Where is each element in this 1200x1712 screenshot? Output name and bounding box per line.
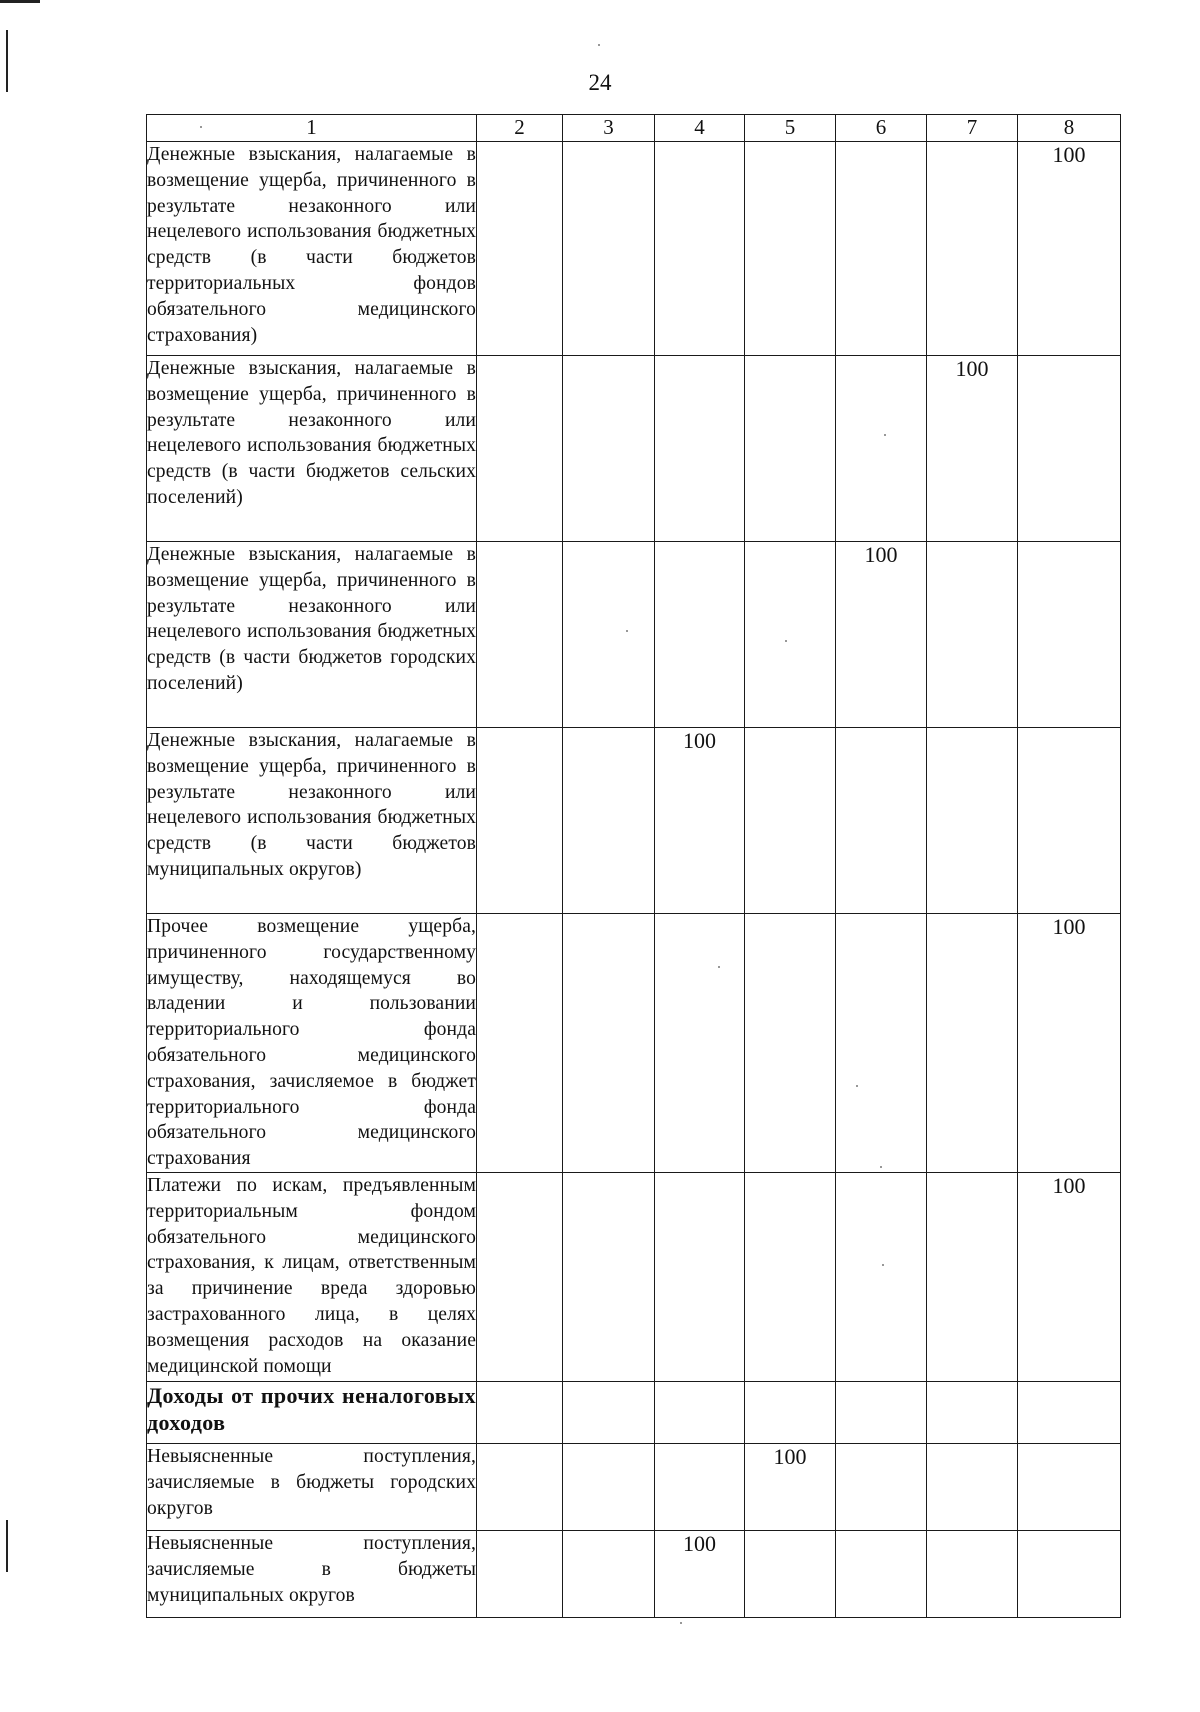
value-cell-col-4 <box>655 542 745 728</box>
value-cell-col-5 <box>745 142 836 356</box>
value-cell-col-3 <box>563 914 655 1173</box>
value-cell-col-8 <box>1018 1381 1121 1443</box>
value-cell-col-3 <box>563 1443 655 1530</box>
value-cell-col-5 <box>745 728 836 914</box>
value-cell-col-7 <box>927 1172 1018 1381</box>
value-cell-col-5 <box>745 356 836 542</box>
column-header: 7 <box>927 115 1018 142</box>
value-cell-col-6 <box>836 728 927 914</box>
value-cell-col-2 <box>477 1530 563 1617</box>
value-cell-col-6 <box>836 1172 927 1381</box>
value-cell-col-4: 100 <box>655 728 745 914</box>
column-header: 4 <box>655 115 745 142</box>
column-header: 3 <box>563 115 655 142</box>
value-cell-col-6 <box>836 1443 927 1530</box>
row-description-cell: Прочее возмещение ущерба, причиненного государственному имуществу, находящемуся во владении и пользовании территориального фонда обязательного медицинского страхования, зачисляемое в бюджет территориального фонда обязательного медицинского страхования <box>147 914 477 1173</box>
table-row <box>147 1172 1121 1381</box>
value-cell-col-7 <box>927 1381 1018 1443</box>
table-row <box>147 1443 1121 1530</box>
value-cell-col-5 <box>745 1381 836 1443</box>
value-cell-col-7: 100 <box>927 356 1018 542</box>
value-cell-col-3 <box>563 542 655 728</box>
value-cell-col-7 <box>927 728 1018 914</box>
value-cell-col-6 <box>836 356 927 542</box>
value-cell-col-4 <box>655 1443 745 1530</box>
scan-speck <box>598 44 600 46</box>
value-cell-col-7 <box>927 142 1018 356</box>
table-row <box>147 728 1121 914</box>
value-cell-col-5 <box>745 1172 836 1381</box>
value-cell-col-8: 100 <box>1018 142 1121 356</box>
value-cell-col-6: 100 <box>836 542 927 728</box>
value-cell-col-3 <box>563 356 655 542</box>
value-cell-col-8 <box>1018 1443 1121 1530</box>
value-cell-col-4 <box>655 142 745 356</box>
value-cell-col-3 <box>563 1530 655 1617</box>
row-description-cell: Денежные взыскания, налагаемые в возмещение ущерба, причиненного в результате незаконного или нецелевого использования бюджетных средств (в части бюджетов территориальных фондов обязательного медицинского страхования) <box>147 142 477 356</box>
table-row <box>147 1530 1121 1617</box>
row-description-cell: Денежные взыскания, налагаемые в возмещение ущерба, причиненного в результате незаконного или нецелевого использования бюджетных средств (в части бюджетов сельских поселений) <box>147 356 477 542</box>
value-cell-col-3 <box>563 1381 655 1443</box>
column-header: 1 <box>147 115 477 142</box>
table-row <box>147 542 1121 728</box>
column-header: 8 <box>1018 115 1121 142</box>
value-cell-col-2 <box>477 728 563 914</box>
value-cell-col-2 <box>477 142 563 356</box>
row-description-cell: Денежные взыскания, налагаемые в возмещение ущерба, причиненного в результате незаконного или нецелевого использования бюджетных средств (в части бюджетов городских поселений) <box>147 542 477 728</box>
table-row <box>147 914 1121 1173</box>
value-cell-col-2 <box>477 1443 563 1530</box>
value-cell-col-3 <box>563 1172 655 1381</box>
table-row <box>147 1381 1121 1443</box>
value-cell-col-7 <box>927 1530 1018 1617</box>
value-cell-col-4 <box>655 1172 745 1381</box>
value-cell-col-7 <box>927 542 1018 728</box>
value-cell-col-8: 100 <box>1018 914 1121 1173</box>
row-description-cell: Платежи по искам, предъявленным территориальным фондом обязательного медицинского страхования, к лицам, ответственным за причинение вреда здоровью застрахованного лица, в целях возмещения расходов на оказание медицинской помощи <box>147 1172 477 1381</box>
value-cell-col-5 <box>745 542 836 728</box>
value-cell-col-2 <box>477 356 563 542</box>
value-cell-col-2 <box>477 1381 563 1443</box>
scan-speck <box>680 1622 682 1624</box>
value-cell-col-8 <box>1018 1530 1121 1617</box>
value-cell-col-5: 100 <box>745 1443 836 1530</box>
value-cell-col-3 <box>563 728 655 914</box>
budget-distribution-table <box>146 114 1121 1618</box>
value-cell-col-2 <box>477 914 563 1173</box>
value-cell-col-8: 100 <box>1018 1172 1121 1381</box>
value-cell-col-5 <box>745 914 836 1173</box>
table-row <box>147 356 1121 542</box>
value-cell-col-8 <box>1018 356 1121 542</box>
value-cell-col-8 <box>1018 728 1121 914</box>
value-cell-col-6 <box>836 142 927 356</box>
column-header: 2 <box>477 115 563 142</box>
value-cell-col-3 <box>563 142 655 356</box>
table-row <box>147 142 1121 356</box>
row-description-cell: Невыясненные поступления, зачисляемые в бюджеты муниципальных округов <box>147 1530 477 1617</box>
value-cell-col-4: 100 <box>655 1530 745 1617</box>
value-cell-col-2 <box>477 542 563 728</box>
value-cell-col-2 <box>477 1172 563 1381</box>
value-cell-col-7 <box>927 1443 1018 1530</box>
value-cell-col-8 <box>1018 542 1121 728</box>
value-cell-col-6 <box>836 1381 927 1443</box>
row-description-cell: Денежные взыскания, налагаемые в возмещение ущерба, причиненного в результате незаконного или нецелевого использования бюджетных средств (в части бюджетов муниципальных округов) <box>147 728 477 914</box>
section-heading-cell: Доходы от прочих неналоговых доходов <box>147 1381 477 1443</box>
column-header: 5 <box>745 115 836 142</box>
scan-corner-mark <box>0 0 40 3</box>
page-number: 24 <box>588 70 612 95</box>
value-cell-col-4 <box>655 914 745 1173</box>
value-cell-col-6 <box>836 1530 927 1617</box>
value-cell-col-6 <box>836 914 927 1173</box>
scan-edge-mark <box>6 1520 8 1572</box>
column-number-header-row <box>147 115 1121 142</box>
row-description-cell: Невыясненные поступления, зачисляемые в бюджеты городских округов <box>147 1443 477 1530</box>
value-cell-col-7 <box>927 914 1018 1173</box>
column-header: 6 <box>836 115 927 142</box>
value-cell-col-4 <box>655 1381 745 1443</box>
value-cell-col-4 <box>655 356 745 542</box>
value-cell-col-5 <box>745 1530 836 1617</box>
